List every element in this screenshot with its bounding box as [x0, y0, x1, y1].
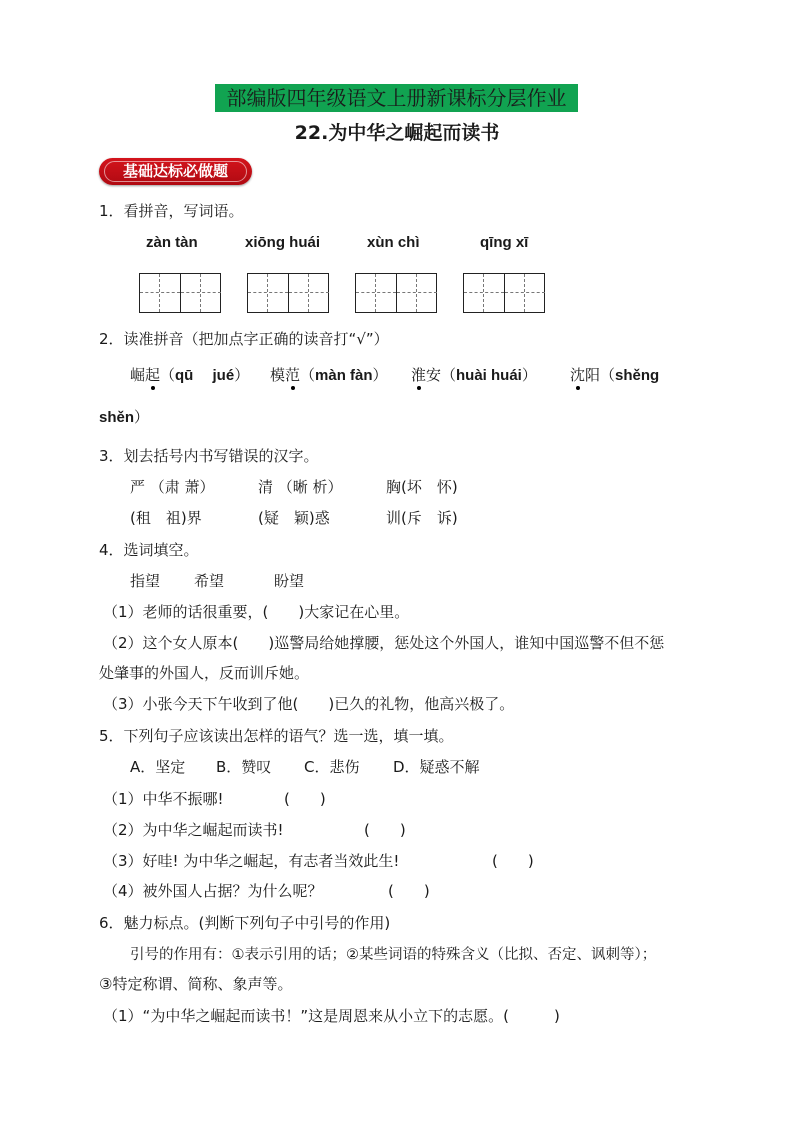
q2-word-3: 淮安（ — [411, 366, 457, 384]
q4-stem: 4．选词填空。 — [99, 541, 199, 559]
section-badge-label: 基础达标必做题 — [122, 162, 228, 180]
q2-close-3: ） — [521, 366, 537, 384]
q5-option-d: D．疑惑不解 — [393, 758, 480, 776]
q3-item-6[interactable]: 训(斥 诉) — [386, 509, 458, 527]
q1-pinyin-3: xùn chì — [367, 234, 420, 251]
q5-blank-3[interactable]: ( ) — [492, 852, 534, 870]
q5-blank-4[interactable]: ( ) — [388, 882, 430, 900]
q3-item-4[interactable]: (租 祖)界 — [130, 509, 202, 527]
q5-option-b: B．赞叹 — [216, 758, 272, 776]
q4-sentence-1[interactable]: （1）老师的话很重要，( )大家记在心里。 — [103, 603, 410, 621]
q5-item-4: （4）被外国人占据？为什么呢？ — [103, 882, 323, 900]
q3-item-3[interactable]: 胸(坏 怀) — [386, 478, 458, 496]
q5-item-2: （2）为中华之崛起而读书! — [103, 821, 284, 839]
q4-word-3: 盼望 — [274, 572, 305, 590]
writing-grid-1[interactable] — [139, 273, 221, 313]
q2-word-2: 模范（ — [270, 366, 316, 384]
writing-grid-2[interactable] — [247, 273, 329, 313]
q5-item-3: （3）好哇! 为中华之崛起，有志者当效此生! — [103, 852, 400, 870]
q2-close-1: ） — [234, 366, 250, 384]
q1-pinyin-4: qīnɡ xī — [480, 234, 529, 251]
q2-options-4[interactable]: shěng — [615, 367, 660, 384]
q1-pinyin-1: zàn tàn — [146, 234, 198, 251]
q2-item-1 — [130, 364, 249, 385]
q5-option-c: C．悲伤 — [304, 758, 360, 776]
q2-wrap-line — [99, 406, 149, 427]
q6-stem: 6．魅力标点。(判断下列句子中引号的作用) — [99, 914, 391, 932]
q4-word-1: 指望 — [130, 572, 161, 590]
q5-blank-2[interactable]: ( ) — [364, 821, 406, 839]
q2-options-1[interactable]: qū jué — [175, 367, 235, 384]
q2-options-4b[interactable]: shěn — [99, 409, 135, 426]
lesson-title: 22.为中华之崛起而读书 — [294, 122, 500, 144]
section-badge — [99, 158, 252, 185]
q5-item-1: （1）中华不振哪! — [103, 790, 224, 808]
q2-item-4 — [570, 364, 659, 385]
q2-item-2 — [270, 364, 388, 385]
q3-item-2[interactable]: 清 （晰 析） — [258, 478, 343, 496]
q1-pinyin-2: xiōnɡ huái — [245, 234, 320, 251]
q4-word-2: 希望 — [194, 572, 225, 590]
q5-option-a: A．坚定 — [130, 758, 186, 776]
writing-grid-3[interactable] — [355, 273, 437, 313]
writing-grid-4[interactable] — [463, 273, 545, 313]
emphasis-dot — [576, 386, 580, 390]
q2-stem: 2．读准拼音（把加点字正确的读音打“√”） — [99, 330, 389, 348]
q6-sentence-1[interactable]: （1）“为中华之崛起而读书！”这是周恩来从小立下的志愿。( ) — [103, 1007, 560, 1025]
q2-close-2: ） — [372, 366, 388, 384]
q2-options-3[interactable]: huài huái — [456, 367, 522, 384]
emphasis-dot — [291, 386, 295, 390]
q5-stem: 5．下列句子应该读出怎样的语气？选一选，填一填。 — [99, 727, 454, 745]
series-banner: 部编版四年级语文上册新课标分层作业 — [215, 84, 578, 112]
q6-desc-1: 引号的作用有：①表示引用的话；②某些词语的特殊含义（比拟、否定、讽刺等）； — [130, 947, 657, 963]
emphasis-dot — [151, 386, 155, 390]
q4-sentence-3[interactable]: （3）小张今天下午收到了他( )已久的礼物，他高兴极了。 — [103, 695, 515, 713]
q6-desc-2: ③特定称谓、简称、象声等。 — [99, 975, 293, 993]
q2-close-4: ） — [134, 408, 150, 426]
q2-item-3 — [411, 364, 537, 385]
emphasis-dot — [417, 386, 421, 390]
q5-blank-1[interactable]: ( ) — [284, 790, 326, 808]
q4-sentence-2a[interactable]: （2）这个女人原本( )巡警局给她撑腰，惩处这个外国人，谁知中国巡警不但不惩 — [103, 634, 665, 652]
q2-word-4: 沈阳（ — [570, 366, 616, 384]
q3-item-5[interactable]: (疑 颖)惑 — [258, 509, 330, 527]
q3-stem: 3．划去括号内书写错误的汉字。 — [99, 447, 319, 465]
q2-options-2[interactable]: màn fàn — [315, 367, 373, 384]
q2-word-1: 崛起（ — [130, 366, 176, 384]
q3-item-1[interactable]: 严 （肃 萧） — [130, 478, 215, 496]
q4-sentence-2b: 处肇事的外国人，反而训斥她。 — [99, 664, 310, 682]
q1-stem: 1．看拼音，写词语。 — [99, 202, 244, 220]
